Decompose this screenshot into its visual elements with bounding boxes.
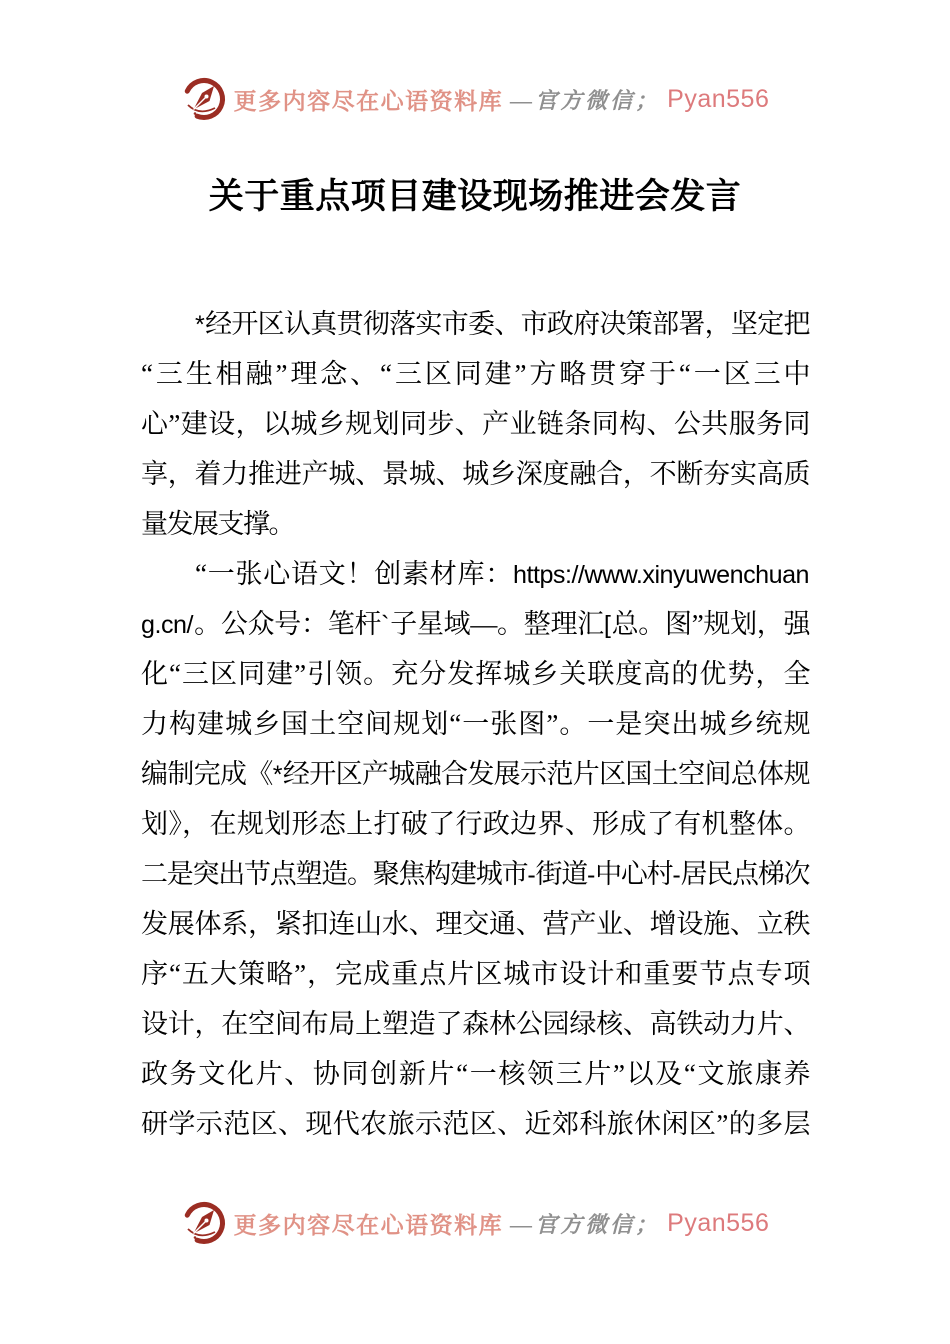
body-line: g.cn/。公众号：笔杆`子星域—。整理汇[总。图”规划，强	[141, 609, 810, 639]
body-line: 编制完成《*经开区产城融合发展示范片区国土空间总体规	[141, 759, 810, 789]
pen-swirl-logo-icon	[181, 76, 227, 122]
watermark-text: 更多内容尽在心语资料库	[233, 88, 504, 114]
body-line: 政务文化片、协同创新片“一核领三片”以及“文旅康养	[141, 1059, 809, 1089]
latin-text: g.cn/	[141, 611, 193, 639]
latin-text: -	[527, 861, 536, 889]
body-line: *经开区认真贯彻落实市委、市政府决策部署，坚定把	[195, 309, 809, 339]
latin-text: https://www.xinyuwenchuan	[513, 561, 809, 589]
body-line: 序“五大策略”，完成重点片区城市设计和重要节点专项	[141, 959, 809, 989]
latin-text: [	[603, 611, 611, 639]
watermark-wechat-id: Pyan556	[667, 1208, 770, 1237]
body-line: 发展体系，紧扣连山水、理交通、营产业、增设施、立秩	[141, 909, 809, 939]
body-line: 二是突出节点塑造。聚焦构建城市-街道-中心村-居民点梯次	[141, 859, 810, 889]
pen-swirl-logo-icon	[181, 1200, 227, 1246]
body-line: 化“三区同建”引领。充分发挥城乡关联度高的优势，全	[141, 659, 809, 689]
latin-text: -	[672, 861, 681, 889]
latin-text: `	[381, 611, 389, 639]
body-line: 力构建城乡国土空间规划“一张图”。一是突出城乡统规	[141, 709, 809, 739]
body-line: 量发展支撑。	[141, 509, 294, 539]
latin-text: *	[272, 761, 283, 789]
watermark-wechat-label: —官方微信；	[510, 1211, 661, 1237]
document-title: 关于重点项目建设现场推进会发言	[208, 177, 742, 216]
body-line: 享，着力推进产城、景城、城乡深度融合，不断夯实高质	[141, 459, 809, 489]
body-line: 划》，在规划形态上打破了行政边界、形成了有机整体。	[141, 809, 809, 839]
body-line: 心”建设，以城乡规划同步、产业链条同构、公共服务同	[141, 409, 809, 439]
watermark-text: 更多内容尽在心语资料库	[233, 1212, 504, 1238]
latin-text: *	[195, 311, 205, 339]
body-line: “三生相融”理念、“三区同建”方略贯穿于“一区三中	[141, 359, 809, 389]
body-line: 设计，在空间布局上塑造了森林公园绿核、高铁动力片、	[141, 1009, 809, 1039]
footer-watermark	[0, 1198, 950, 1248]
latin-text: -	[586, 861, 595, 889]
watermark-wechat-id: Pyan556	[667, 84, 770, 113]
body-line: “一张心语文！创素材库：https://www.xinyuwenchuan	[195, 559, 809, 589]
body-line: 研学示范区、现代农旅示范区、近郊科旅休闲区”的多层	[141, 1109, 809, 1139]
watermark-wechat-label: —官方微信；	[510, 87, 661, 113]
document-body	[141, 299, 809, 1149]
header-watermark	[0, 74, 950, 124]
